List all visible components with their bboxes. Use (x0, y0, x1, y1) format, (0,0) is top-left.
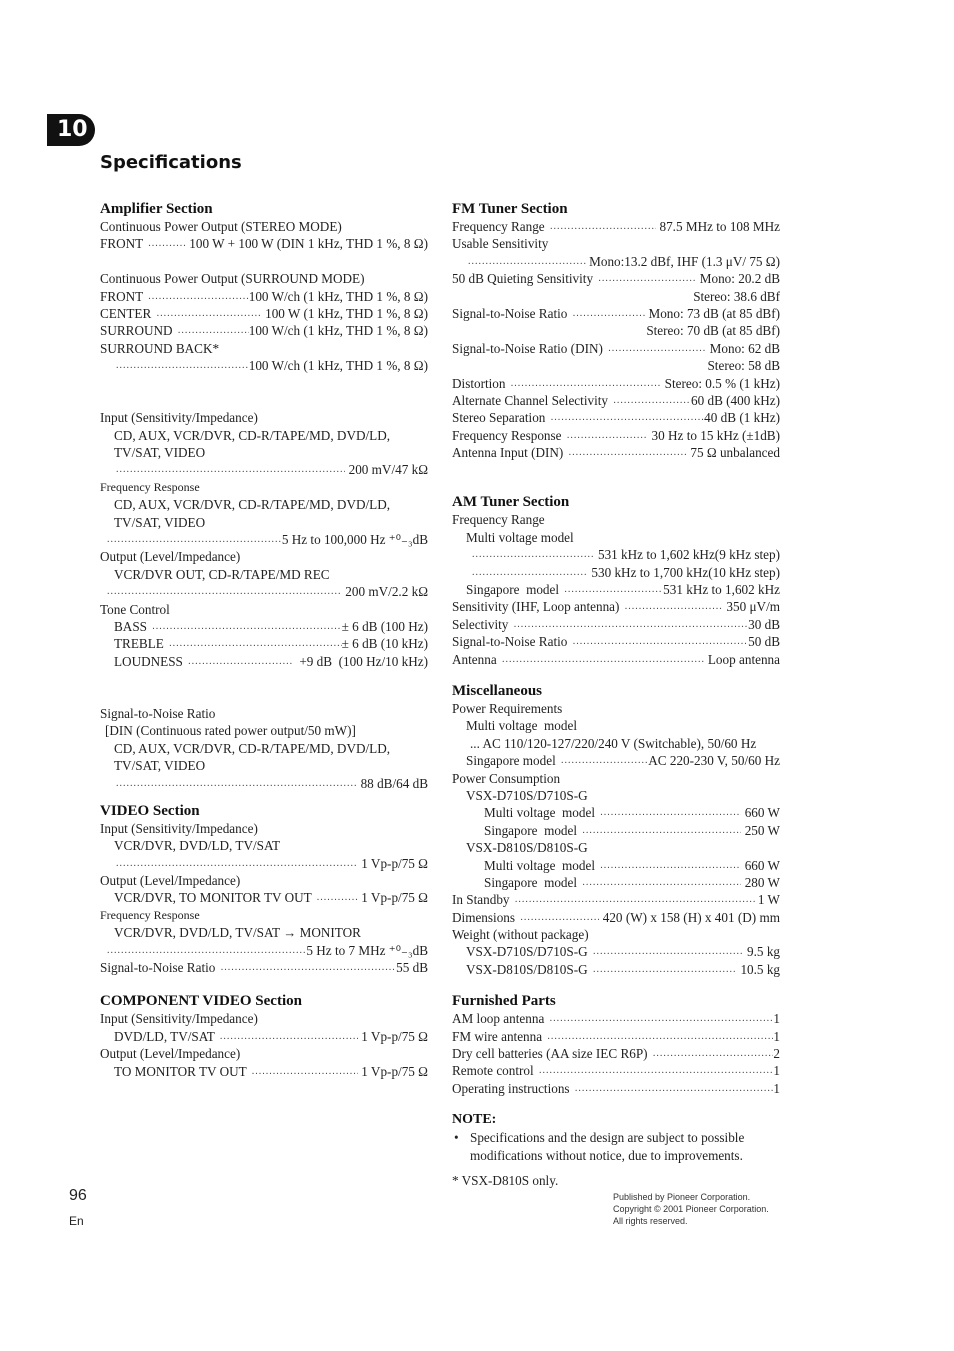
spec-label: Dimensions (452, 909, 519, 925)
dot-leader (114, 461, 345, 478)
section-title: COMPONENT VIDEO Section (100, 993, 302, 1010)
footnote: * VSX-D810S only. (452, 1173, 559, 1188)
dot-leader (500, 651, 705, 668)
spec-label: Distortion (452, 375, 509, 391)
spec-row (452, 1028, 780, 1045)
spec-text (100, 218, 428, 235)
spec-row (100, 889, 428, 906)
spec-label: SURROUND (100, 323, 176, 339)
spec-text (100, 1045, 428, 1062)
spec-value: 2 (773, 1046, 780, 1062)
spec-row (100, 322, 428, 339)
spec-value: 1 Vp-p/75 Ω (357, 890, 428, 906)
dot-leader (150, 618, 341, 635)
spec-label: Signal-to-Noise Ratio (100, 960, 219, 976)
spec-row (452, 1045, 780, 1062)
spec-text (100, 427, 428, 444)
spec-label: Multi voltage model (484, 857, 599, 873)
spec-row (100, 357, 428, 374)
spec-text (452, 511, 780, 528)
dot-leader (105, 531, 282, 548)
dot-leader (114, 775, 357, 792)
spec-text-content: Stereo: 70 dB (at 85 dBf) (646, 323, 780, 339)
dot-leader (512, 616, 748, 633)
spec-text (452, 235, 780, 252)
spec-row (100, 288, 428, 305)
dot-leader (114, 357, 249, 374)
spec-label: CENTER (100, 305, 155, 321)
dot-leader (545, 1028, 773, 1045)
spec-label: FRONT (100, 236, 147, 252)
spec-value: 531 kHz to 1,602 kHz(9 kHz step) (594, 547, 780, 563)
spec-text-content: Signal-to-Noise Ratio (100, 705, 216, 721)
spec-value: 100 W/ch (1 kHz, THD 1 %, 8 Ω) (248, 323, 428, 339)
dot-leader (155, 305, 262, 322)
spec-label: VCR/DVR, TO MONITOR TV OUT (114, 890, 315, 906)
spec-text (100, 548, 428, 565)
spec-label: BASS (114, 618, 151, 634)
spec-value: 531 kHz to 1,602 kHz (663, 582, 780, 598)
dot-leader (218, 1028, 358, 1045)
spec-value: 60 dB (400 kHz) (690, 392, 780, 408)
spec-text-content: Output (Level/Impedance) (100, 873, 241, 889)
spec-row (452, 598, 780, 615)
spec-row (452, 909, 780, 926)
spec-value: ± 6 dB (10 kHz) (341, 636, 428, 652)
spec-value: 100 W/ch (1 kHz, THD 1 %, 8 Ω) (248, 358, 428, 374)
spec-value: 9.5 kg (743, 944, 780, 960)
spec-value: 30 dB (748, 616, 780, 632)
spec-value: 55 dB (396, 960, 428, 976)
spec-value: 88 dB/64 dB (357, 775, 428, 791)
spec-row (100, 618, 428, 635)
spec-value: 40 dB (1 kHz) (704, 410, 780, 426)
spec-value: ± 6 dB (100 Hz) (341, 618, 428, 634)
spec-value: 1 Vp-p/75 Ω (357, 855, 428, 871)
spec-text-content: TV/SAT, VIDEO (114, 758, 206, 774)
rights-line: All rights reserved. (613, 1216, 688, 1226)
spec-text-content: CD, AUX, VCR/DVR, CD-R/TAPE/MD, DVD/LD, (114, 427, 391, 443)
page-title: Specifications (100, 152, 242, 173)
spec-value: 5 Hz to 100,000 Hz ⁺⁰₋₃dB (281, 532, 428, 548)
spec-value: 530 kHz to 1,700 kHz(10 kHz step) (588, 564, 780, 580)
dot-leader (580, 822, 741, 839)
spacer-row (100, 253, 428, 270)
spec-label: Selectivity (452, 616, 512, 632)
spec-value: Mono: 20.2 dB (696, 271, 780, 287)
spec-row (100, 959, 428, 976)
spec-value: Mono:13.2 dBf, IHF (1.3 μV/ 75 Ω) (585, 253, 780, 269)
right-spec-column (452, 200, 780, 1189)
spec-text-content: Output (Level/Impedance) (100, 549, 241, 565)
spec-label: Antenna (452, 651, 500, 667)
spec-text (100, 479, 428, 496)
spec-row (452, 891, 780, 908)
spec-text (100, 1010, 428, 1027)
spec-label: In Standby (452, 892, 513, 908)
spec-label: TREBLE (114, 636, 168, 652)
spec-text (452, 839, 780, 856)
spacer-row (100, 688, 428, 705)
spec-text (100, 837, 428, 854)
spec-value: AC 220-230 V, 50/60 Hz (648, 753, 780, 769)
spec-section (100, 802, 428, 977)
spec-label: Signal-to-Noise Ratio (452, 305, 571, 321)
spec-row (452, 633, 780, 650)
spec-row (452, 616, 780, 633)
spec-row (452, 392, 780, 409)
spec-label: Operating instructions (452, 1080, 573, 1096)
spec-label: Signal-to-Noise Ratio (452, 634, 571, 650)
spec-text-content: Frequency Response (100, 907, 200, 922)
spec-section (452, 682, 780, 978)
spec-text (100, 496, 428, 513)
spec-row (100, 855, 428, 872)
note-block (452, 1111, 780, 1189)
spec-value: 660 W (741, 805, 780, 821)
section-title: FM Tuner Section (452, 201, 568, 217)
spec-value: 100 W (1 kHz, THD 1 %, 8 Ω) (261, 305, 428, 321)
spec-row (100, 235, 428, 252)
dot-leader (573, 1080, 774, 1097)
dot-leader (623, 598, 723, 615)
spec-text-content: Output (Level/Impedance) (100, 1046, 241, 1062)
spec-value: Stereo: 0.5 % (1 kHz) (661, 375, 780, 391)
spec-value: 350 μV/m (723, 599, 780, 615)
spec-row (452, 804, 780, 821)
spec-text (452, 529, 780, 546)
dot-leader (571, 305, 646, 322)
dot-leader (105, 942, 306, 959)
spec-value: Loop antenna (704, 651, 780, 667)
spec-text-content: SURROUND BACK* (100, 340, 220, 356)
dot-leader (598, 857, 741, 874)
spec-value: 1 (773, 1080, 780, 1096)
spec-value: 87.5 MHz to 108 MHz (656, 219, 780, 234)
dot-leader (509, 375, 662, 392)
dot-leader (146, 288, 248, 305)
spec-text (100, 601, 428, 618)
spec-text (100, 566, 428, 583)
spec-text-content: VCR/DVR, DVD/LD, TV/SAT → MONITOR (114, 925, 361, 941)
spec-text-content: Stereo: 58 dB (707, 358, 780, 374)
spec-text (452, 700, 780, 717)
spec-value: 75 Ω unbalanced (687, 445, 780, 461)
spec-row (452, 375, 780, 392)
spec-row (452, 651, 780, 668)
spec-row (100, 1063, 428, 1080)
spec-row (100, 1028, 428, 1045)
spec-text (100, 740, 428, 757)
spec-label: Antenna Input (DIN) (452, 445, 567, 461)
spec-text-content: VCR/DVR OUT, CD-R/TAPE/MD REC (114, 566, 330, 582)
spec-text-content: Usable Sensitivity (452, 236, 549, 252)
dot-leader (580, 874, 741, 891)
spec-text-content: Power Consumption (452, 770, 561, 786)
spec-text-content: CD, AUX, VCR/DVR, CD-R/TAPE/MD, DVD/LD, (114, 740, 391, 756)
spec-text (100, 820, 428, 837)
dot-leader (549, 409, 704, 426)
spec-row (452, 1062, 780, 1079)
spec-text (100, 872, 428, 889)
spec-value: 280 W (741, 874, 780, 890)
spec-label: Frequency Response (452, 427, 565, 443)
spec-row (452, 1010, 780, 1027)
spec-value: 1 Vp-p/75 Ω (357, 1028, 428, 1044)
spec-text (452, 322, 780, 339)
spec-text (100, 705, 428, 722)
dot-leader (250, 1063, 358, 1080)
spec-text-content: Input (Sensitivity/Impedance) (100, 820, 258, 836)
spec-label: Singapore model (466, 582, 563, 598)
note-list (452, 1129, 780, 1164)
spec-label: Stereo Separation (452, 410, 549, 426)
spec-text-content: Power Requirements (452, 700, 563, 716)
note-title: NOTE: (452, 1112, 497, 1128)
spec-text (452, 787, 780, 804)
spec-label: Multi voltage model (484, 805, 599, 821)
note-bullet: • Specifications and the design are subject to possible modifications without notice, due to improvements. (452, 1129, 780, 1164)
spec-row (452, 822, 780, 839)
spec-row (452, 305, 780, 322)
spec-text (100, 409, 428, 426)
spec-text (100, 340, 428, 357)
spec-row (452, 340, 780, 357)
spec-text-content: VSX-D810S/D810S-G (466, 840, 588, 856)
spec-text-content: Frequency Range (452, 512, 545, 528)
dot-leader (114, 855, 358, 872)
spec-label: TO MONITOR TV OUT (114, 1063, 250, 1079)
chapter-badge: 10 (47, 114, 95, 146)
spec-text (452, 717, 780, 734)
dot-leader (591, 943, 744, 960)
spec-value: 10.5 kg (737, 961, 780, 977)
publisher-info (613, 1191, 769, 1227)
spec-value: Mono: 73 dB (at 85 dBf) (645, 305, 780, 321)
spec-row (452, 1080, 780, 1097)
spec-text-content: Stereo: 38.6 dBf (693, 288, 780, 304)
spec-label: FM wire antenna (452, 1028, 546, 1044)
spec-row (100, 305, 428, 322)
spec-row (100, 775, 428, 792)
spec-label: Signal-to-Noise Ratio (DIN) (452, 340, 607, 356)
publisher-line: Published by Pioneer Corporation. (613, 1192, 751, 1202)
page-language: En (69, 1214, 84, 1228)
spec-row (100, 583, 428, 600)
spec-text-content: ... AC 110/120-127/220/240 V (Switchable), 50/60 Hz (470, 735, 757, 751)
spec-value: 1 (773, 1063, 780, 1079)
dot-leader (466, 253, 586, 270)
spec-row (100, 531, 428, 548)
spec-row (100, 653, 428, 670)
spec-row (452, 218, 780, 235)
dot-leader (565, 427, 648, 444)
spec-row (452, 444, 780, 461)
spec-text (100, 444, 428, 461)
spec-text-content: Input (Sensitivity/Impedance) (100, 410, 258, 426)
dot-leader (651, 1045, 774, 1062)
spec-text-content: TV/SAT, VIDEO (114, 514, 206, 530)
spec-label: FRONT (100, 288, 147, 304)
dot-leader (567, 444, 687, 461)
spec-value: 200 mV/2.2 kΩ (342, 584, 428, 600)
dot-leader (606, 340, 706, 357)
spec-text (452, 770, 780, 787)
spec-value: 1 W (754, 892, 780, 908)
spec-label: AM loop antenna (452, 1011, 548, 1027)
dot-leader (571, 633, 748, 650)
spec-text-content: VSX-D710S/D710S-G (466, 787, 588, 803)
spacer-row (100, 375, 428, 392)
spec-section (452, 200, 780, 461)
section-title: AM Tuner Section (452, 494, 570, 511)
spec-value: 250 W (741, 822, 780, 838)
spec-section (100, 200, 428, 792)
dot-leader (548, 218, 656, 235)
page-number: 96 (69, 1187, 87, 1204)
spec-section (452, 992, 780, 1097)
dot-leader (219, 959, 396, 976)
spec-value: 50 dB (748, 634, 780, 650)
section-title: Miscellaneous (452, 682, 542, 699)
spec-row (452, 253, 780, 270)
spec-value: 100 W/ch (1 kHz, THD 1 %, 8 Ω) (248, 288, 428, 304)
spec-text (100, 924, 428, 941)
spec-row (452, 409, 780, 426)
spec-row (452, 857, 780, 874)
spec-label: LOUDNESS (114, 653, 187, 669)
spec-label: Frequency Range (452, 219, 548, 234)
spec-text (100, 270, 428, 287)
spec-text-content: [DIN (Continuous rated power output/50 mW)] (105, 723, 356, 739)
spec-text (452, 926, 780, 943)
spec-text-content: Weight (without package) (452, 927, 589, 943)
dot-leader (518, 909, 599, 926)
dot-leader (596, 270, 696, 287)
spec-text-content: VCR/DVR, DVD/LD, TV/SAT (114, 838, 281, 854)
spec-text-content: Input (Sensitivity/Impedance) (100, 1011, 258, 1027)
spec-label: DVD/LD, TV/SAT (114, 1028, 218, 1044)
spacer-row (100, 670, 428, 687)
spec-label: Dry cell batteries (AA size IEC R6P) (452, 1046, 651, 1062)
spec-row (452, 546, 780, 563)
spec-text-content: Multi voltage model (466, 718, 577, 734)
copyright-line: Copyright © 2001 Pioneer Corporation. (613, 1204, 769, 1214)
spec-label: 50 dB Quieting Sensitivity (452, 271, 597, 287)
spec-text (100, 722, 428, 739)
spec-label: VSX-D810S/D810S-G (466, 961, 591, 977)
spec-row (100, 635, 428, 652)
spec-text-content: Multi voltage model (466, 529, 574, 545)
dot-leader (598, 804, 741, 821)
spec-text (452, 735, 780, 752)
spec-value: 5 Hz to 7 MHz ⁺⁰₋₃dB (306, 942, 428, 958)
spec-value: 1 Vp-p/75 Ω (357, 1063, 428, 1079)
spec-value: 1 (773, 1011, 780, 1027)
spec-row (452, 874, 780, 891)
spec-text (452, 357, 780, 374)
spec-text-content: Continuous Power Output (SURROUND MODE) (100, 271, 365, 287)
spec-text-content: TV/SAT, VIDEO (114, 445, 206, 461)
dot-leader (611, 392, 691, 409)
dot-leader (167, 635, 342, 652)
spec-text-content: CD, AUX, VCR/DVR, CD-R/TAPE/MD, DVD/LD, (114, 497, 391, 513)
spec-value: 660 W (741, 857, 780, 873)
spec-label: Remote control (452, 1063, 537, 1079)
spec-row (452, 961, 780, 978)
spec-row (452, 943, 780, 960)
spec-row (452, 427, 780, 444)
spec-row (452, 270, 780, 287)
spec-text-content: Continuous Power Output (STEREO MODE) (100, 219, 342, 234)
spec-text (100, 757, 428, 774)
dot-leader (470, 546, 595, 563)
spec-value: 1 (773, 1028, 780, 1044)
spec-value: 420 (W) x 158 (H) x 401 (D) mm (599, 909, 780, 925)
spec-row (452, 752, 780, 769)
spec-text (100, 907, 428, 924)
spec-text-content: Tone Control (100, 601, 170, 617)
dot-leader (146, 235, 186, 252)
dot-leader (176, 322, 249, 339)
dot-leader (559, 752, 648, 769)
dot-leader (105, 583, 342, 600)
spec-value: 30 Hz to 15 kHz (±1dB) (648, 427, 780, 443)
spec-text (100, 514, 428, 531)
spec-label: Sensitivity (IHF, Loop antenna) (452, 599, 623, 615)
spec-text-content: Frequency Response (100, 479, 200, 494)
spec-label: Singapore model (466, 753, 560, 769)
spec-label: Singapore model (484, 822, 581, 838)
spec-row (100, 942, 428, 959)
dot-leader (470, 564, 588, 581)
dot-leader (315, 889, 358, 906)
dot-leader (548, 1010, 774, 1027)
spec-row (452, 581, 780, 598)
spec-value: 200 mV/47 kΩ (345, 462, 428, 478)
section-title: Amplifier Section (100, 201, 213, 217)
spec-row (100, 461, 428, 478)
spec-label: VSX-D710S/D710S-G (466, 944, 591, 960)
section-title: Furnished Parts (452, 993, 556, 1010)
spec-label: Singapore model (484, 874, 581, 890)
dot-leader (537, 1062, 773, 1079)
dot-leader (591, 961, 737, 978)
spacer-row (100, 392, 428, 409)
spec-section (100, 992, 428, 1080)
left-spec-column (100, 200, 428, 1080)
spec-value: Mono: 62 dB (706, 340, 780, 356)
spec-row (452, 564, 780, 581)
dot-leader (513, 891, 755, 908)
spec-value: 100 W + 100 W (DIN 1 kHz, THD 1 %, 8 Ω) (185, 236, 428, 252)
spec-value: +9 dB (100 Hz/10 kHz) (292, 653, 428, 669)
right-sections (452, 200, 780, 1097)
spec-label: Alternate Channel Selectivity (452, 392, 612, 408)
section-title: VIDEO Section (100, 802, 200, 819)
dot-leader (186, 653, 293, 670)
dot-leader (562, 581, 663, 598)
spec-section (452, 493, 780, 668)
spec-text (452, 288, 780, 305)
